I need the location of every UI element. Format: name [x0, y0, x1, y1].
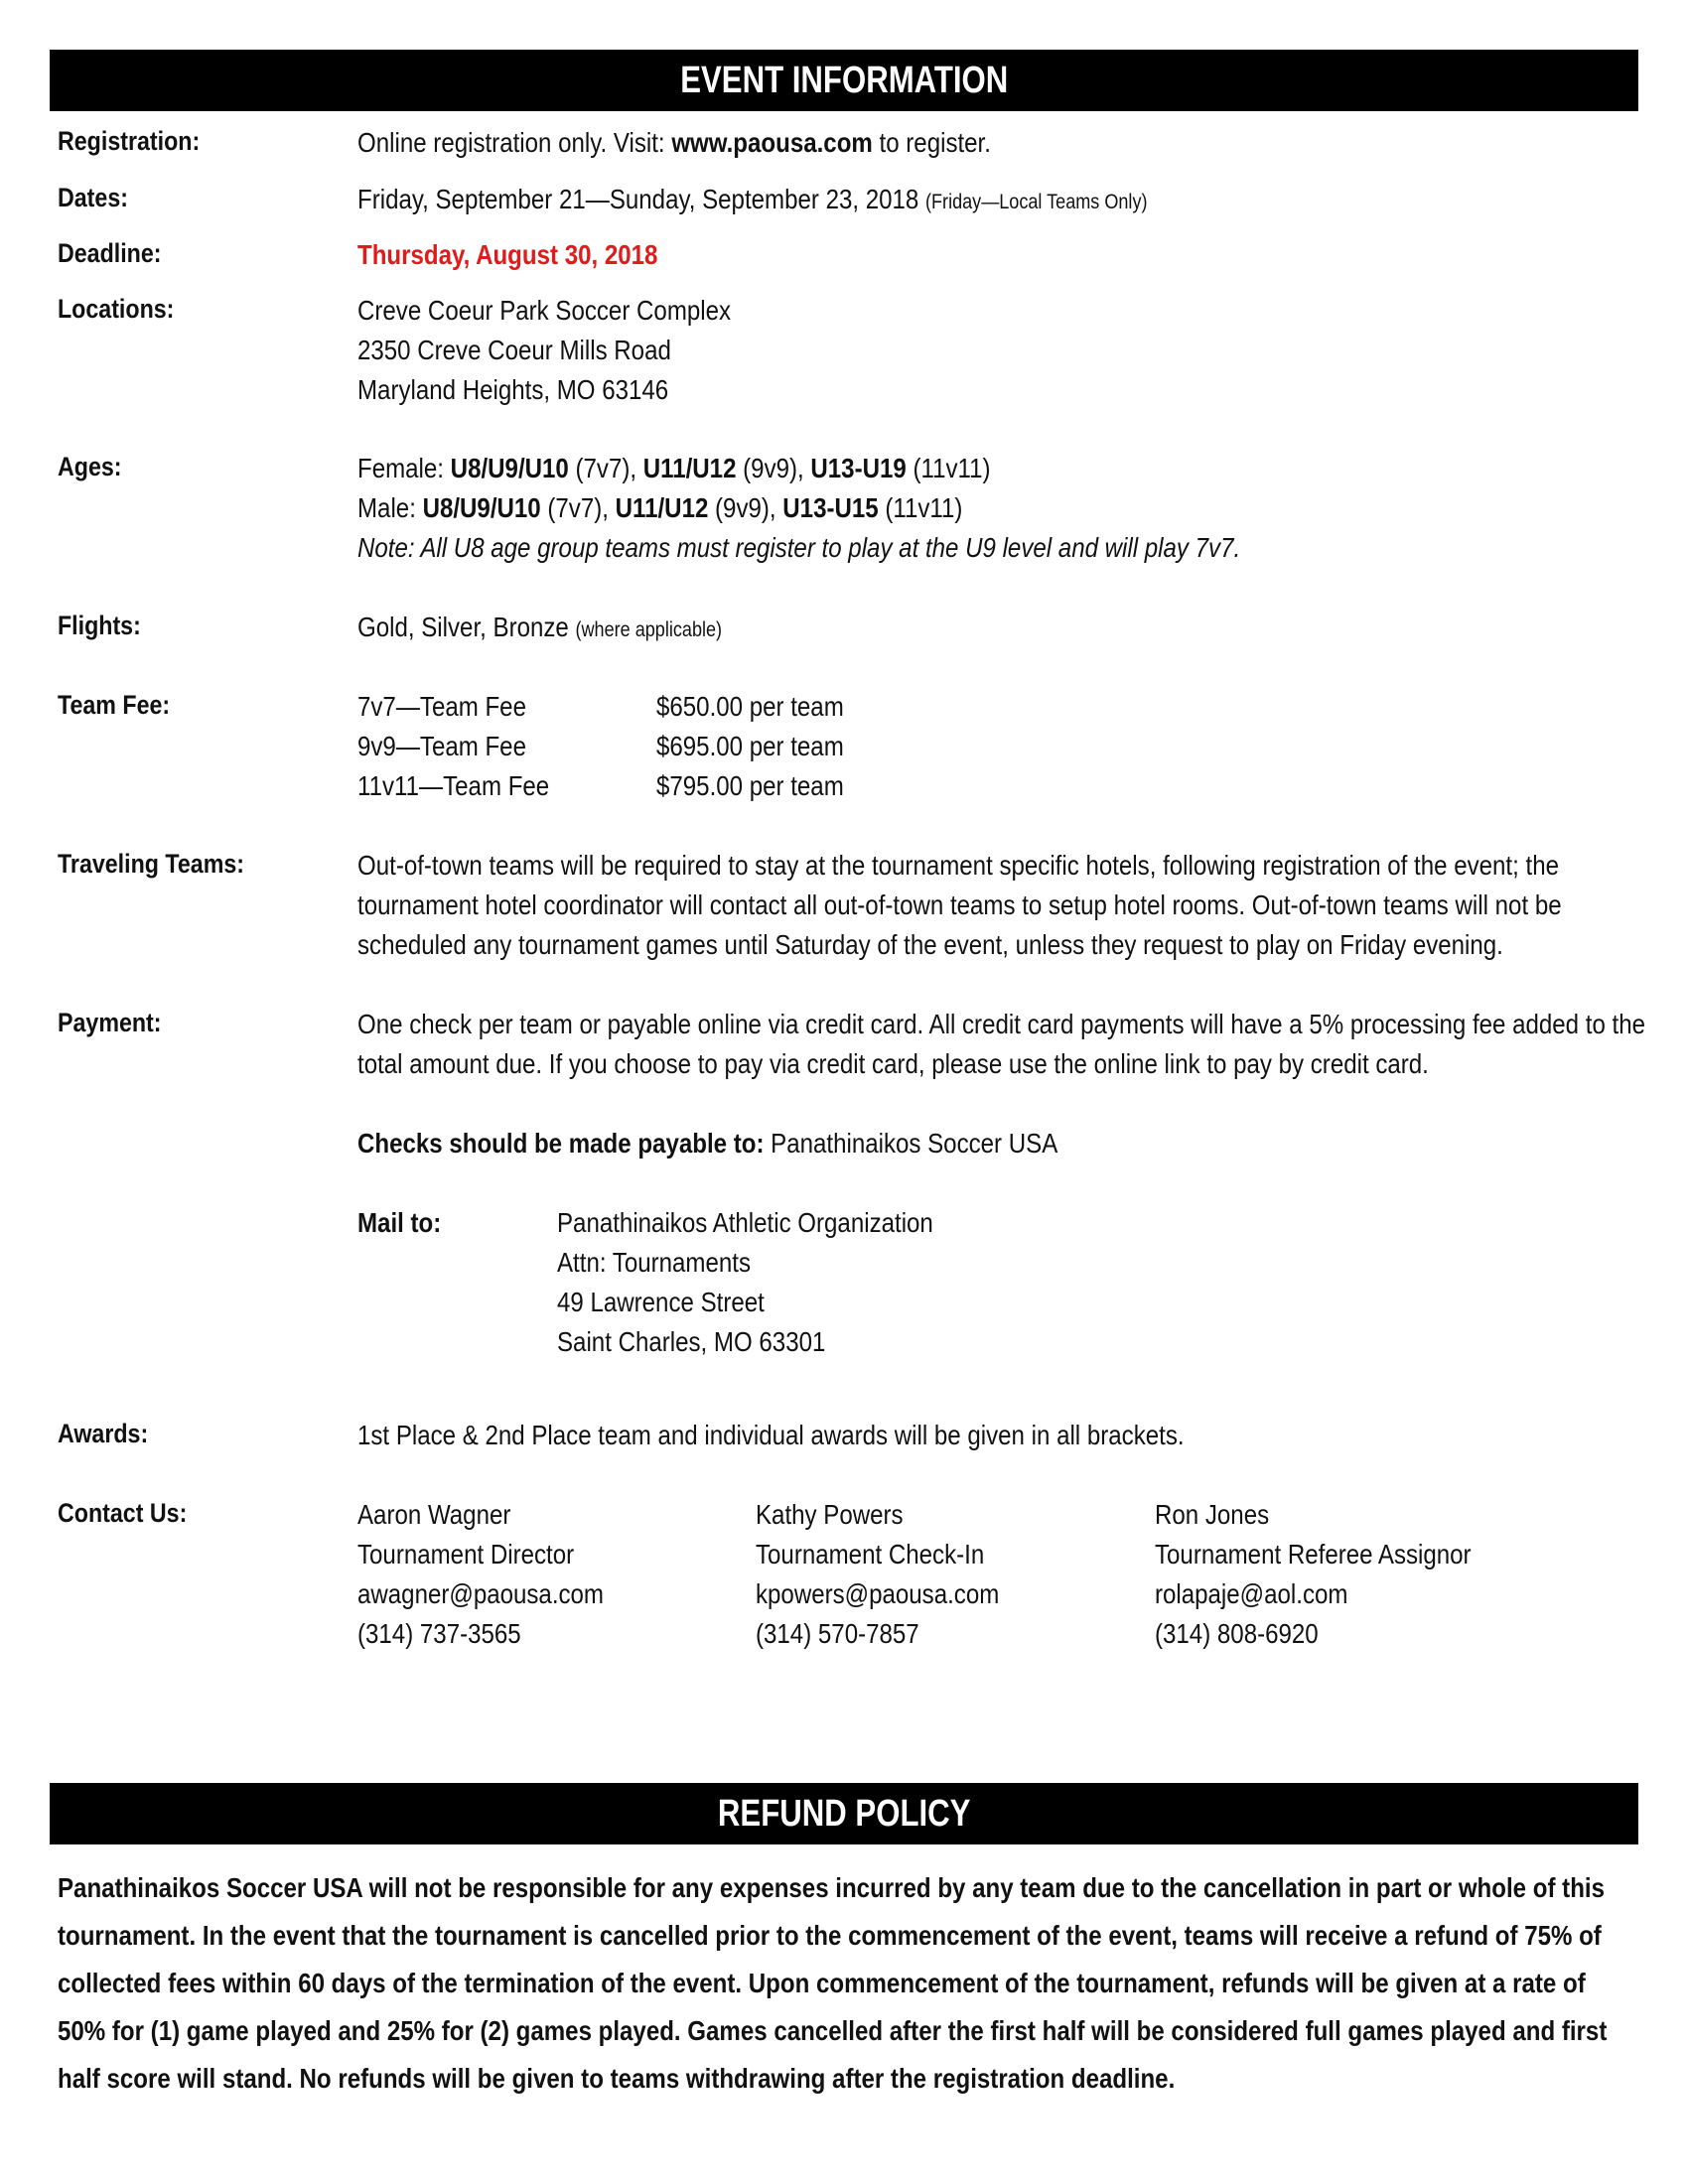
deadline-value: Thursday, August 30, 2018	[357, 239, 658, 270]
fee-price: $795.00 per team	[656, 770, 844, 801]
fee-price: $695.00 per team	[656, 731, 844, 761]
traveling-teams-label: Traveling Teams:	[58, 849, 244, 879]
team-fee-label: Team Fee:	[58, 690, 171, 720]
fee-price: $650.00 per team	[656, 691, 844, 722]
dates-value: Friday, September 21—Sunday, September 23, 2018 (Friday—Local Teams Only)	[357, 184, 1148, 214]
checks-payable	[357, 1124, 1057, 1163]
event-information-title: EVENT INFORMATION	[679, 59, 1009, 101]
contact-name: Aaron Wagner	[357, 1499, 511, 1530]
contact-role: Tournament Referee Assignor	[1155, 1539, 1472, 1570]
contact-name: Ron Jones	[1155, 1499, 1270, 1530]
registration-label: Registration:	[58, 126, 201, 156]
dates-label: Dates:	[58, 183, 128, 212]
awards-value: 1st Place & 2nd Place team and individual awards will be given in all brackets.	[357, 1420, 1185, 1450]
ages-label: Ages:	[58, 452, 122, 481]
flights-label: Flights:	[58, 611, 141, 640]
deadline-label: Deadline:	[58, 238, 162, 268]
contact-card	[756, 1495, 999, 1654]
contact-card	[357, 1495, 604, 1654]
location-line: Creve Coeur Park Soccer Complex	[357, 295, 732, 326]
team-fee-names	[357, 687, 549, 806]
checks-value: Panathinaikos Soccer USA	[764, 1128, 1058, 1159]
fee-name: 11v11—Team Fee	[357, 770, 550, 801]
checks-label: Checks should be made payable to:	[357, 1128, 765, 1159]
ages-note: Note: All U8 age group teams must register to play at the U9 level and will play 7v7.	[357, 532, 1241, 563]
ages-value	[357, 449, 1240, 568]
fee-name: 7v7—Team Fee	[357, 691, 526, 722]
fee-name: 9v9—Team Fee	[357, 731, 526, 761]
contact-phone: (314) 808-6920	[1155, 1618, 1319, 1649]
mail-to-address: Panathinaikos Athletic Organization Attn: Tournaments 49 Lawrence Street Saint Charles, MO 63301	[557, 1207, 933, 1357]
mail-to-label: Mail to:	[357, 1207, 442, 1238]
location-line: 2350 Creve Coeur Mills Road	[357, 335, 671, 365]
contact-phone: (314) 570-7857	[756, 1618, 919, 1649]
awards-label: Awards:	[58, 1419, 149, 1448]
locations-label: Locations:	[58, 294, 175, 324]
ages-male: Male: U8/U9/U10 (7v7), U11/U12 (9v9), U13-U15 (11v11)	[357, 492, 963, 523]
ages-female: Female: U8/U9/U10 (7v7), U11/U12 (9v9), U13-U19 (11v11)	[357, 453, 991, 483]
team-fee-prices	[656, 687, 844, 806]
registration-link[interactable]: www.paousa.com	[671, 127, 873, 158]
registration-value: Online registration only. Visit: www.paousa.com to register.	[357, 127, 991, 158]
refund-policy-title: REFUND POLICY	[717, 1792, 971, 1835]
contact-phone: (314) 737-3565	[357, 1618, 521, 1649]
contact-email[interactable]: rolapaje@aol.com	[1155, 1578, 1348, 1609]
payment-label: Payment:	[58, 1008, 162, 1037]
contact-email[interactable]: awagner@paousa.com	[357, 1578, 605, 1609]
flights-value: Gold, Silver, Bronze (where applicable)	[357, 612, 723, 642]
refund-policy-header	[50, 1783, 1638, 1844]
locations-value	[357, 291, 731, 410]
event-information-header	[50, 50, 1638, 111]
refund-policy-text: Panathinaikos Soccer USA will not be responsible for any expenses incurred by any team due to the cancellation in part or whole of this tournament. In the event that the tournament is cancelled prior to the commencement of the event, teams will receive a refund of 75% of collected fees within 60 days of the termination of the event. Upon commencement of the tournament, refunds will be given at a rate of 50% for (1) game played and 25% for (2) games played. Games cancelled after the first half will be considered full games played and first half score will stand. No refunds will be given to teams withdrawing after the registration deadline.	[58, 1872, 1608, 2094]
contact-role: Tournament Director	[357, 1539, 575, 1570]
contact-role: Tournament Check-In	[756, 1539, 985, 1570]
traveling-teams-value: Out-of-town teams will be required to stay at the tournament specific hotels, following registration of the event; the tournament hotel coordinator will contact all out-of-town teams to setup hotel rooms. Out-of-town teams will not be scheduled any tournament games until Saturday of the event, unless they request to play on Friday evening.	[357, 850, 1562, 960]
contact-card	[1155, 1495, 1472, 1654]
contact-email[interactable]: kpowers@paousa.com	[756, 1578, 1000, 1609]
contact-us-label: Contact Us:	[58, 1498, 188, 1528]
contact-name: Kathy Powers	[756, 1499, 904, 1530]
location-line: Maryland Heights, MO 63146	[357, 374, 669, 405]
payment-value: One check per team or payable online via credit card. All credit card payments will have a 5% processing fee added to the total amount due. If you choose to pay via credit card, please use the online link to pay by credit card.	[357, 1009, 1646, 1079]
